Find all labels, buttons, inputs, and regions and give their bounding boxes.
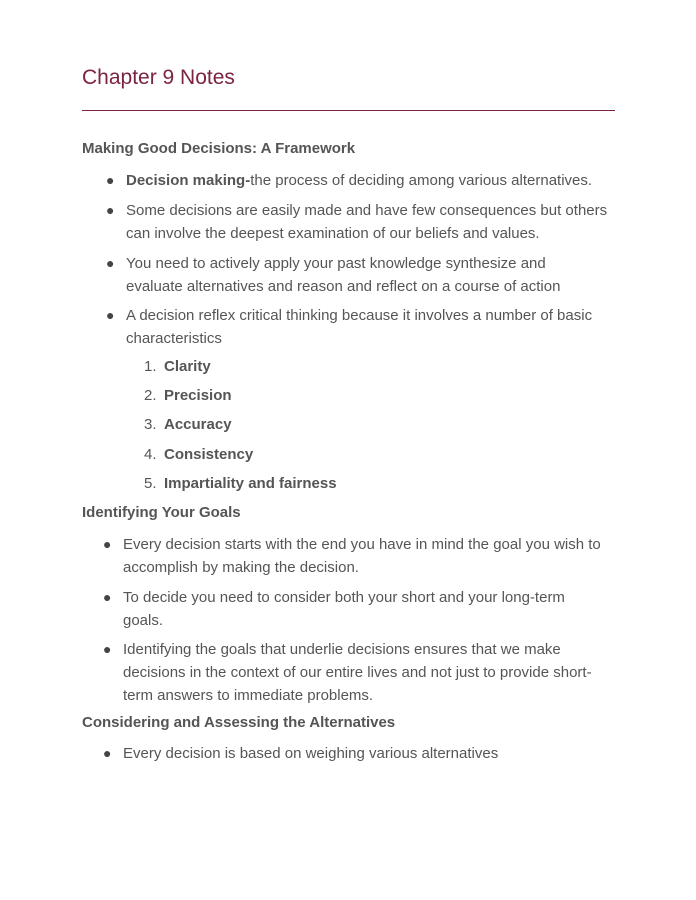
list-item-text: A decision reflex critical thinking because it involves a number of basic characteristics bbox=[126, 307, 593, 347]
section-heading: Identifying Your Goals bbox=[82, 504, 241, 521]
bullet-icon: ● bbox=[103, 745, 112, 761]
definition: the process of deciding among various alternatives. bbox=[250, 172, 593, 189]
term: Decision making- bbox=[126, 172, 251, 189]
list-item-text: Identifying the goals that underlie decisions ensures that we make decisions in the context of our entire lives and not just to provide short-term answers to immediate problems. bbox=[123, 641, 592, 704]
section-heading: Considering and Assessing the Alternatives bbox=[82, 714, 396, 731]
section-heading: Making Good Decisions: A Framework bbox=[82, 140, 356, 157]
bullet-icon: ● bbox=[106, 255, 115, 271]
title-divider bbox=[82, 110, 615, 111]
page-title: Chapter 9 Notes bbox=[82, 66, 235, 89]
bullet-icon: ● bbox=[106, 172, 115, 188]
bullet-icon: ● bbox=[103, 536, 112, 552]
list-item-text: Every decision starts with the end you have in mind the goal you wish to accomplish by making the decision. bbox=[123, 536, 601, 576]
list-item-text: Some decisions are easily made and have few consequences but others can involve the deepest examination of our beliefs and values. bbox=[126, 202, 608, 242]
list-item-text: You need to actively apply your past knowledge synthesize and evaluate alternatives and reason and reflect on a course of action bbox=[126, 255, 561, 295]
bullet-icon: ● bbox=[103, 641, 112, 657]
bullet-icon: ● bbox=[106, 307, 115, 323]
bullet-icon: ● bbox=[106, 202, 115, 218]
list-item-text: Every decision is based on weighing various alternatives bbox=[123, 745, 499, 762]
bullet-icon: ● bbox=[103, 589, 112, 605]
list-item-text: To decide you need to consider both your short and your long-term goals. bbox=[123, 589, 565, 629]
